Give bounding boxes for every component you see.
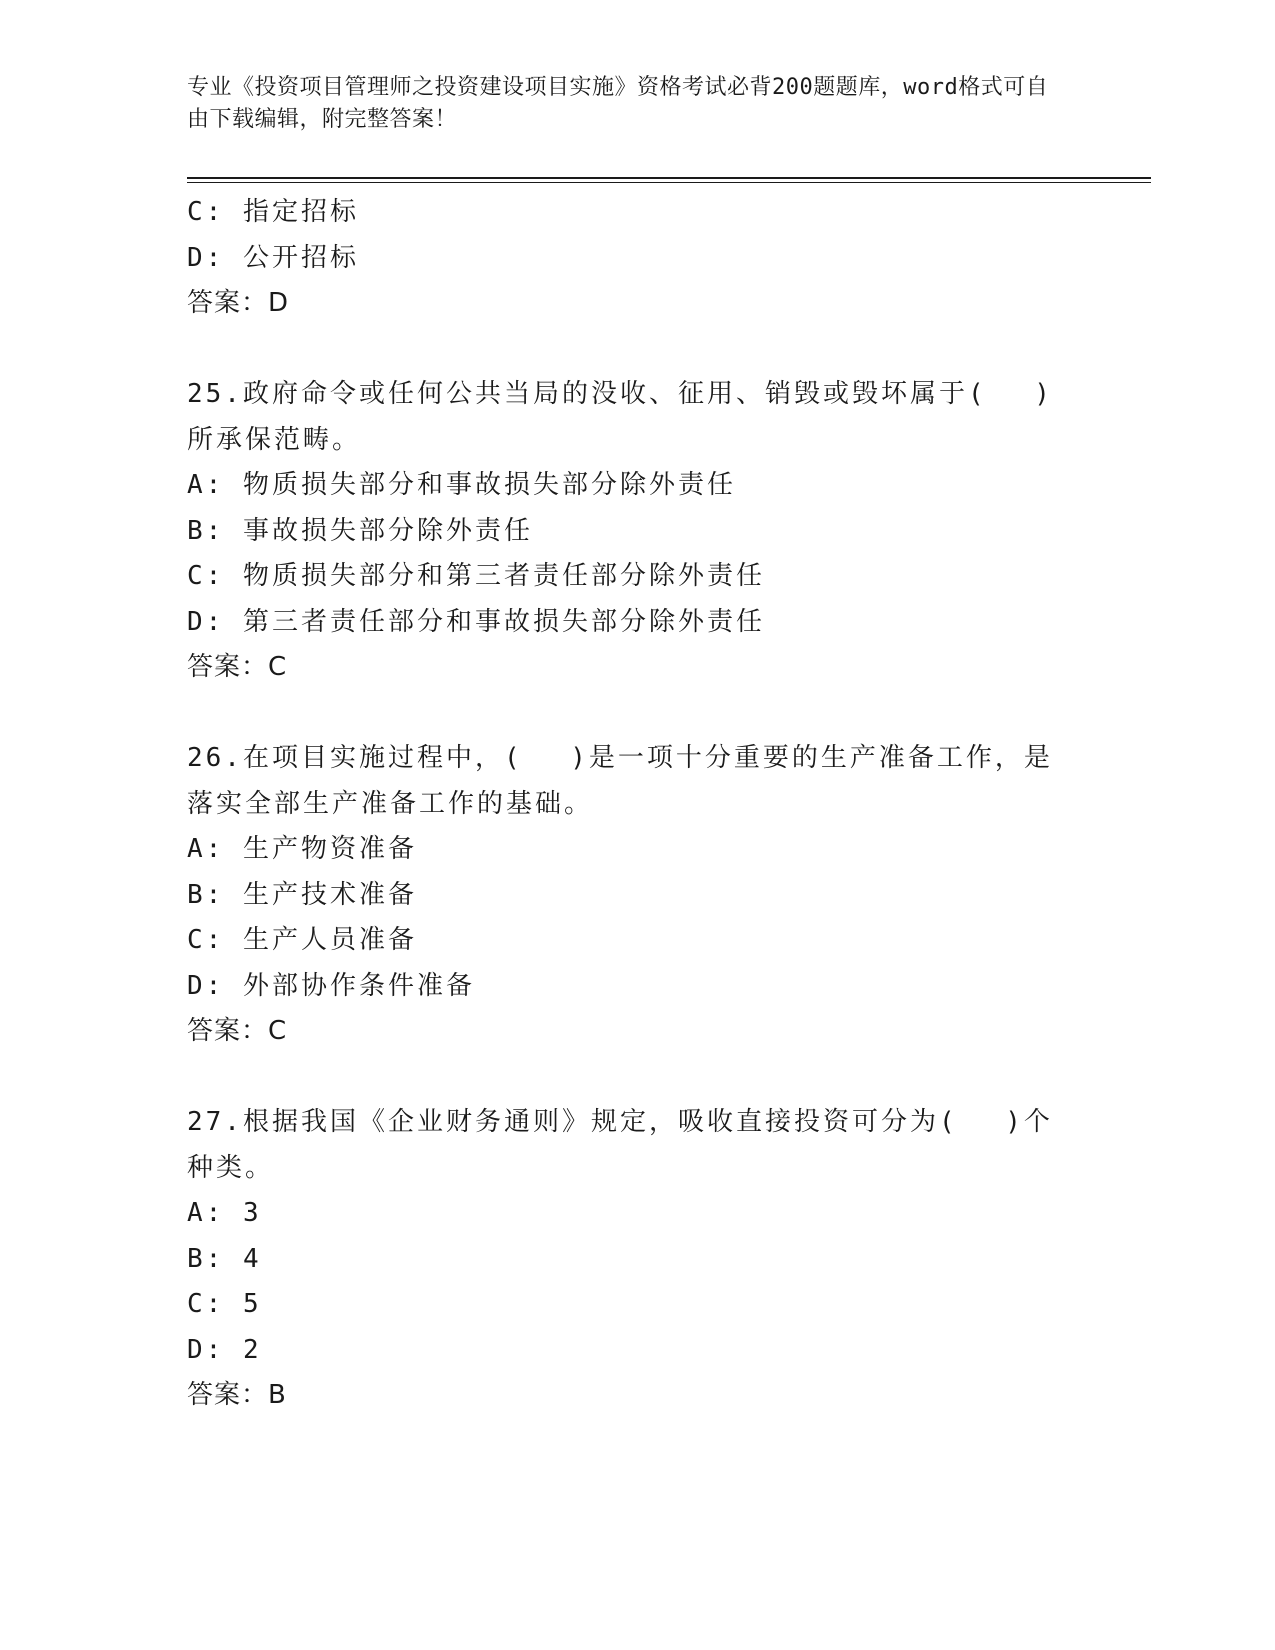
option-text: 公开招标 [242,242,359,273]
option-label: D: [187,1334,225,1365]
question-stem: 27.根据我国《企业财务通则》规定，吸收直接投资可分为( )个种类。 [187,1107,1053,1183]
option-c [187,1282,1067,1328]
header-rule-thick [187,177,1151,179]
option-label: A: [187,834,225,864]
document-header: 专业《投资项目管理师之投资建设项目实施》资格考试必背200题题库，word格式可自由下载编辑，附完整答案！ [187,75,1049,132]
question-content [187,190,1067,1419]
option-d [187,1328,1067,1374]
answer-line: 答案：C [187,652,288,682]
option-text: 4 [242,1243,262,1274]
option-text: 指定招标 [242,197,359,227]
answer-line: 答案：B [187,1380,287,1410]
question-stem: 25.政府命令或任何公共当局的没收、征用、销毁或毁坏属于( )所承保范畴。 [187,379,1053,455]
option-text: 生产人员准备 [242,925,417,955]
option-label: C: [187,561,225,591]
option-d [187,964,1067,1010]
option-label: C: [187,1289,225,1319]
option-c [187,918,1067,964]
option-a [187,827,1067,873]
option-b [187,1237,1067,1283]
option-label: D: [187,242,225,273]
option-label: B: [187,879,225,910]
option-text: 物质损失部分和事故损失部分除外责任 [242,470,736,500]
option-text: 3 [242,1198,262,1228]
question-26 [187,736,1067,1055]
option-a [187,1191,1067,1237]
answer-line: 答案：C [187,1016,288,1046]
question-27 [187,1100,1067,1419]
option-label: A: [187,470,225,500]
option-c [187,554,1067,600]
option-text: 5 [242,1289,262,1319]
option-b [187,509,1067,555]
option-c [187,190,1067,236]
option-a [187,463,1067,509]
question-stem: 26.在项目实施过程中，( )是一项十分重要的生产准备工作，是落实全部生产准备工作的基础。 [187,743,1053,819]
continued-question [187,190,1067,327]
option-d [187,600,1067,646]
option-text: 生产技术准备 [242,879,417,910]
option-text: 第三者责任部分和事故损失部分除外责任 [242,606,765,637]
option-label: B: [187,515,225,546]
option-d [187,236,1067,282]
option-label: C: [187,197,225,227]
answer-line: 答案：D [187,288,290,318]
option-text: 外部协作条件准备 [242,970,475,1001]
option-label: A: [187,1198,225,1228]
option-text: 物质损失部分和第三者责任部分除外责任 [242,561,765,591]
option-b [187,873,1067,919]
option-label: B: [187,1243,225,1274]
option-label: C: [187,925,225,955]
header-rule-thin [187,182,1151,183]
option-text: 2 [242,1334,262,1365]
option-label: D: [187,970,225,1001]
option-label: D: [187,606,225,637]
option-text: 事故损失部分除外责任 [242,515,533,546]
question-25 [187,372,1067,691]
option-text: 生产物资准备 [242,834,417,864]
